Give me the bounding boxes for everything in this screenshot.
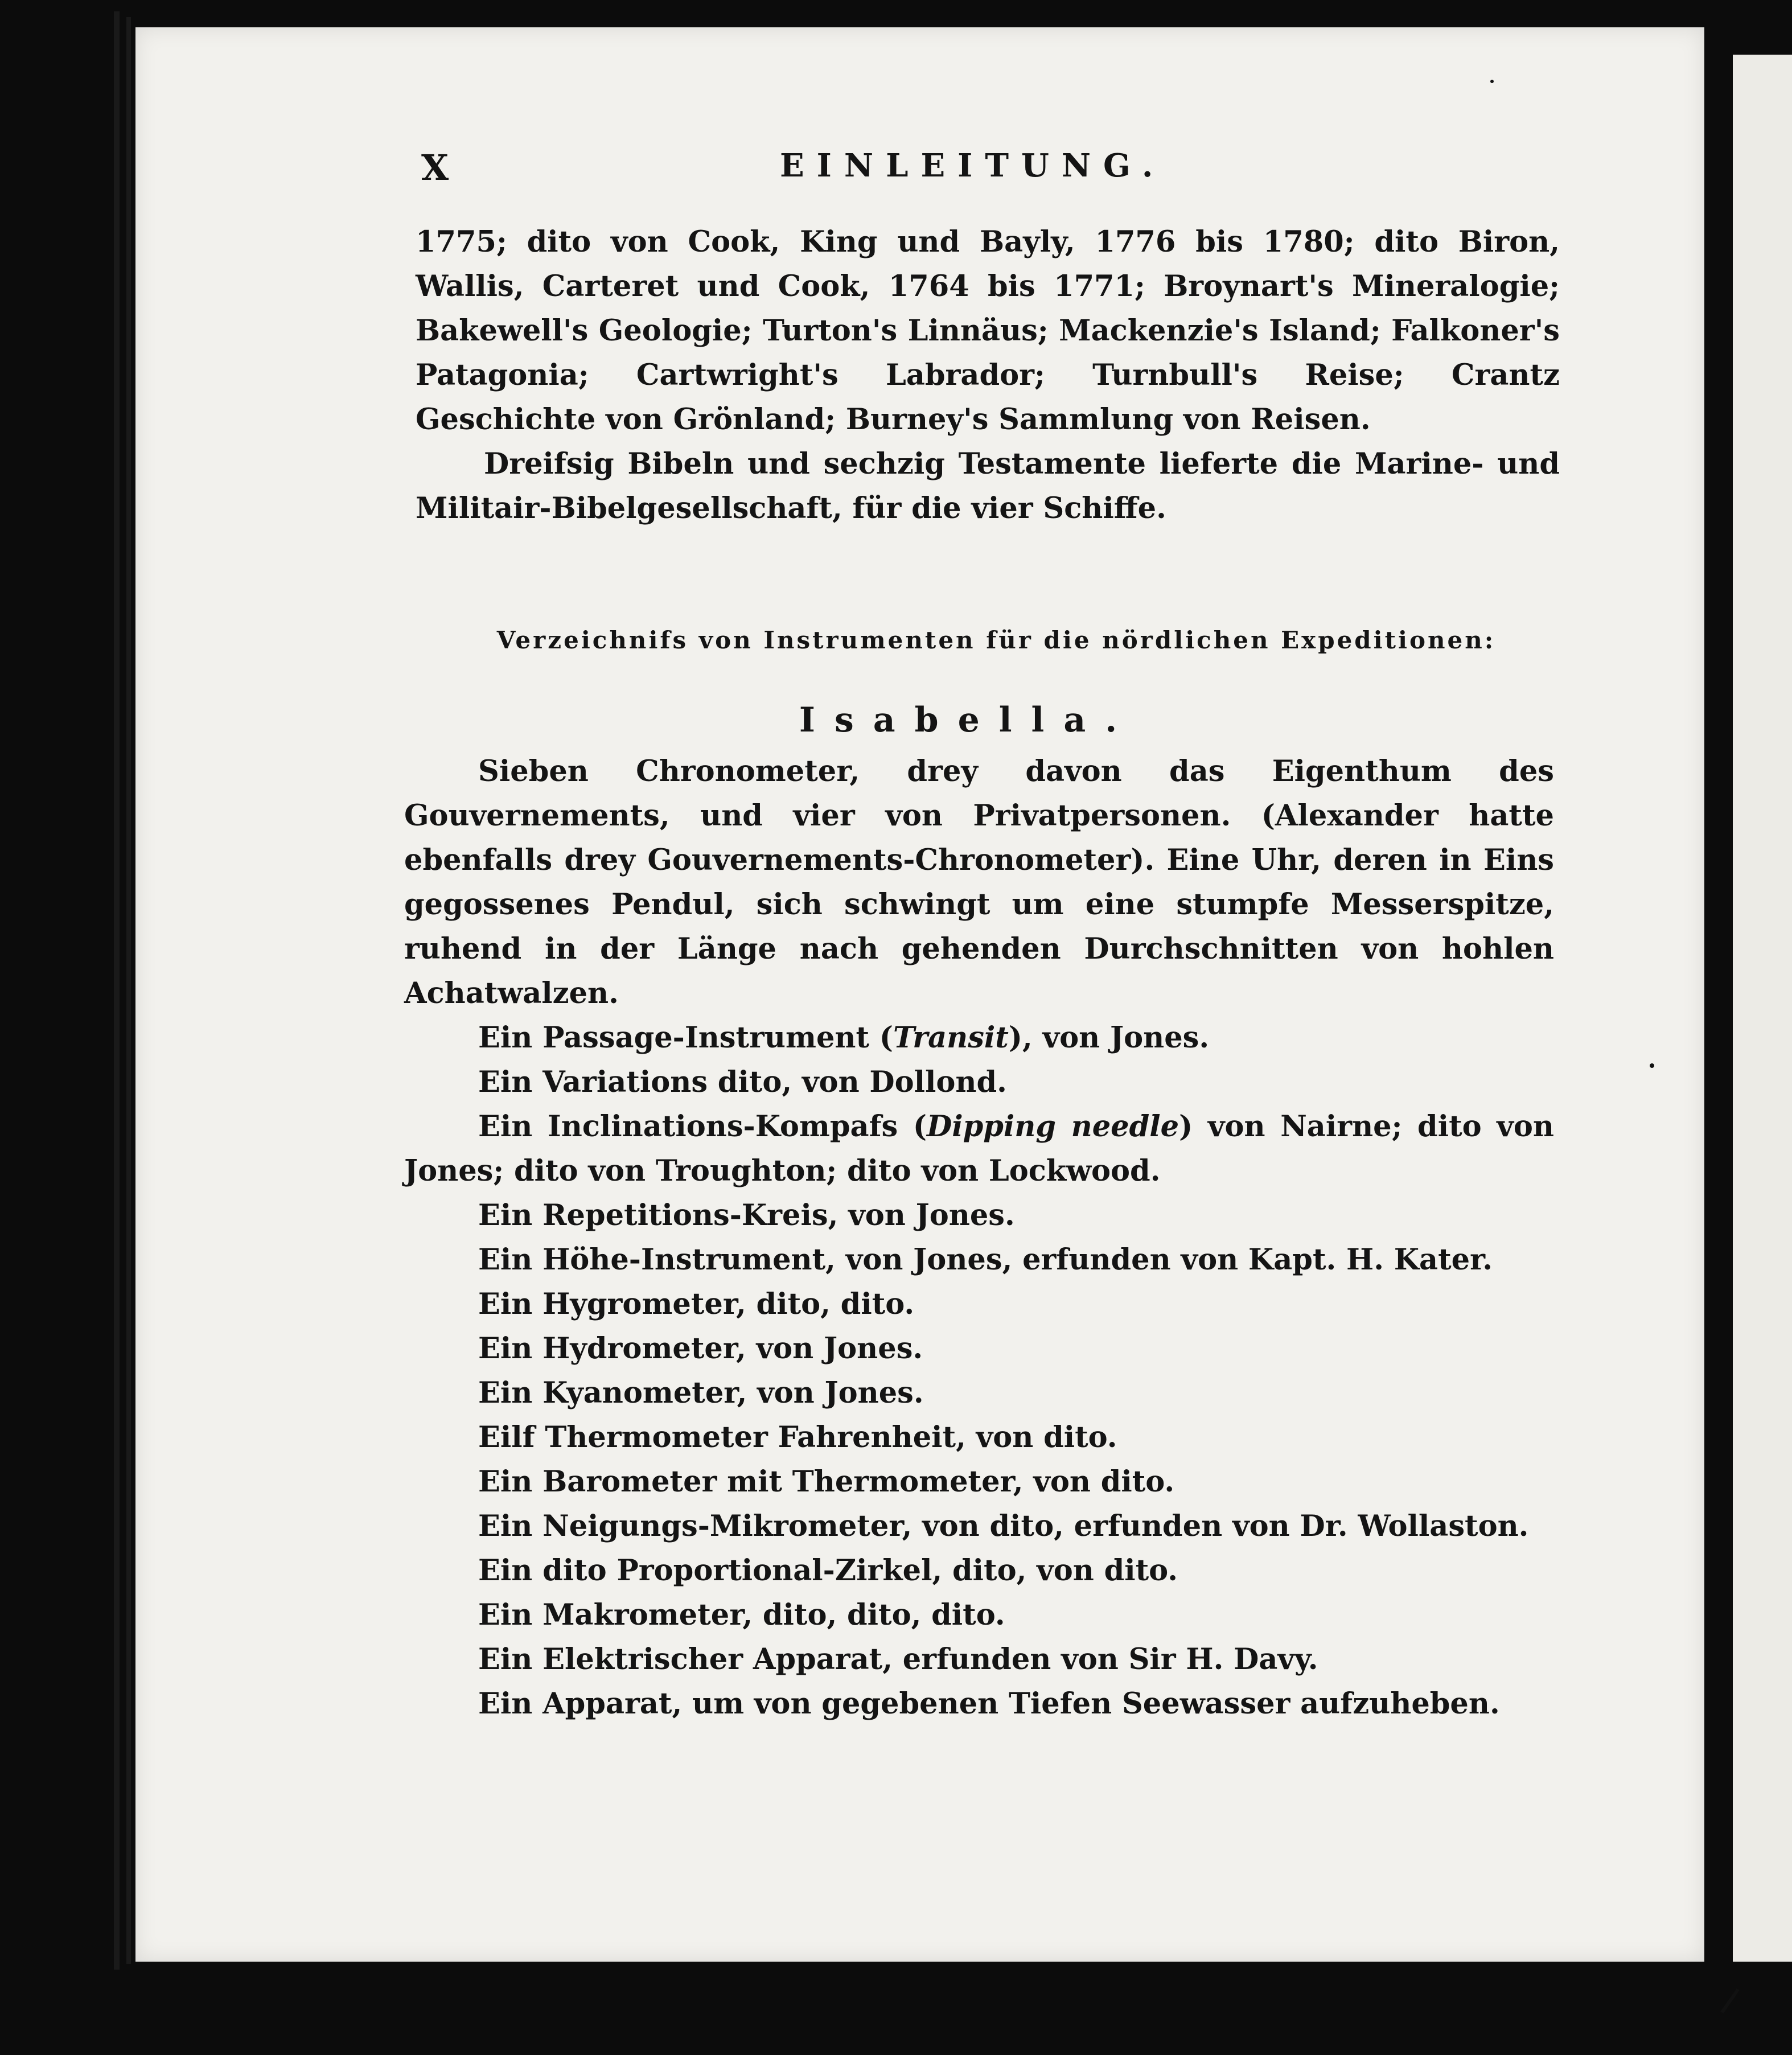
facing-page-edge <box>1733 55 1792 1962</box>
binding-edge <box>126 17 131 1964</box>
instrument-list <box>404 749 1554 1726</box>
list-item: Ein Variations dito, von Dollond. <box>478 1065 1007 1099</box>
item-text: ), von Jones. <box>1008 1021 1210 1055</box>
section-heading: Verzeichnifs von Instrumenten für die nördlichen Expeditionen: <box>496 626 1496 654</box>
intro-text <box>416 220 1560 531</box>
list-item <box>404 1016 1554 1060</box>
list-item: Ein Makrometer, dito, dito, dito. <box>478 1598 1005 1632</box>
binding-edge <box>114 11 120 1970</box>
item-text: Ein Passage-Instrument ( <box>478 1021 893 1055</box>
list-item: Ein Repetitions-Kreis, von Jones. <box>478 1198 1015 1232</box>
list-item: Eilf Thermometer Fahrenheit, von dito. <box>478 1420 1117 1454</box>
running-header <box>421 147 1560 192</box>
list-item: Ein Barometer mit Thermometer, von dito. <box>478 1465 1175 1499</box>
list-item <box>404 1104 1554 1193</box>
list-item: Ein Hydrometer, von Jones. <box>478 1331 923 1366</box>
list-item: Ein Hygrometer, dito, dito. <box>478 1287 915 1321</box>
list-item: Ein Apparat, um von gegebenen Tiefen Seewasser aufzuheben. <box>478 1687 1500 1721</box>
scan-speck <box>1650 1063 1654 1068</box>
scan-speck <box>1720 1988 1740 2013</box>
item-text: Ein Inclinations-Kompafs ( <box>478 1109 927 1144</box>
list-item: Ein Höhe-Instrument, von Jones, erfunden von Kapt. H. Kater. <box>478 1243 1493 1277</box>
intro-paragraph: 1775; dito von Cook, King und Bayly, 1776 bis 1780; dito Biron, Wallis, Carteret und Cook, 1764 bis 1771; Broynart's Mineralogie; Bakewell's Geologie; Turton's Linnäus; Mackenzie's Island; Falkoner's Patagonia; Cartwright's Labrador; Turnbull's Reise; Crantz Geschichte von Grönland; Burney's Sammlung von Reisen. <box>416 225 1560 437</box>
list-item: Sieben Chronometer, drey davon das Eigenthum des Gouvernements, und vier von Privatpersonen. (Alexander hatte ebenfalls drey Gouvernements-Chronometer). Eine Uhr, deren in Eins gegossenes Pendul, sich schwingt um eine stumpfe Messerspitze, ruhend in der Länge nach gehenden Durchschnitten von hohlen Achatwalzen. <box>404 754 1554 1010</box>
running-title: EINLEITUNG. <box>780 147 1166 184</box>
scan-speck <box>1490 80 1494 83</box>
list-item: Ein Neigungs-Mikrometer, von dito, erfunden von Dr. Wollaston. <box>478 1509 1529 1543</box>
list-item: Ein Kyanometer, von Jones. <box>478 1376 924 1410</box>
list-item: Ein dito Proportional-Zirkel, dito, von dito. <box>478 1553 1178 1588</box>
intro-paragraph: Dreifsig Bibeln und sechzig Testamente lieferte die Marine- und Militair-Bibelgesellschaft, für die vier Schiffe. <box>416 447 1560 525</box>
item-text: ) von Nairne; dito von Jones; dito von Troughton; dito von Lockwood. <box>404 1109 1555 1188</box>
list-item: Ein Elektrischer Apparat, erfunden von Sir H. Davy. <box>478 1642 1318 1676</box>
item-italic: Dipping needle <box>927 1109 1179 1144</box>
page-number: X <box>421 147 449 188</box>
ship-name: Isabella. <box>799 700 1137 740</box>
item-italic: Transit <box>893 1021 1009 1055</box>
